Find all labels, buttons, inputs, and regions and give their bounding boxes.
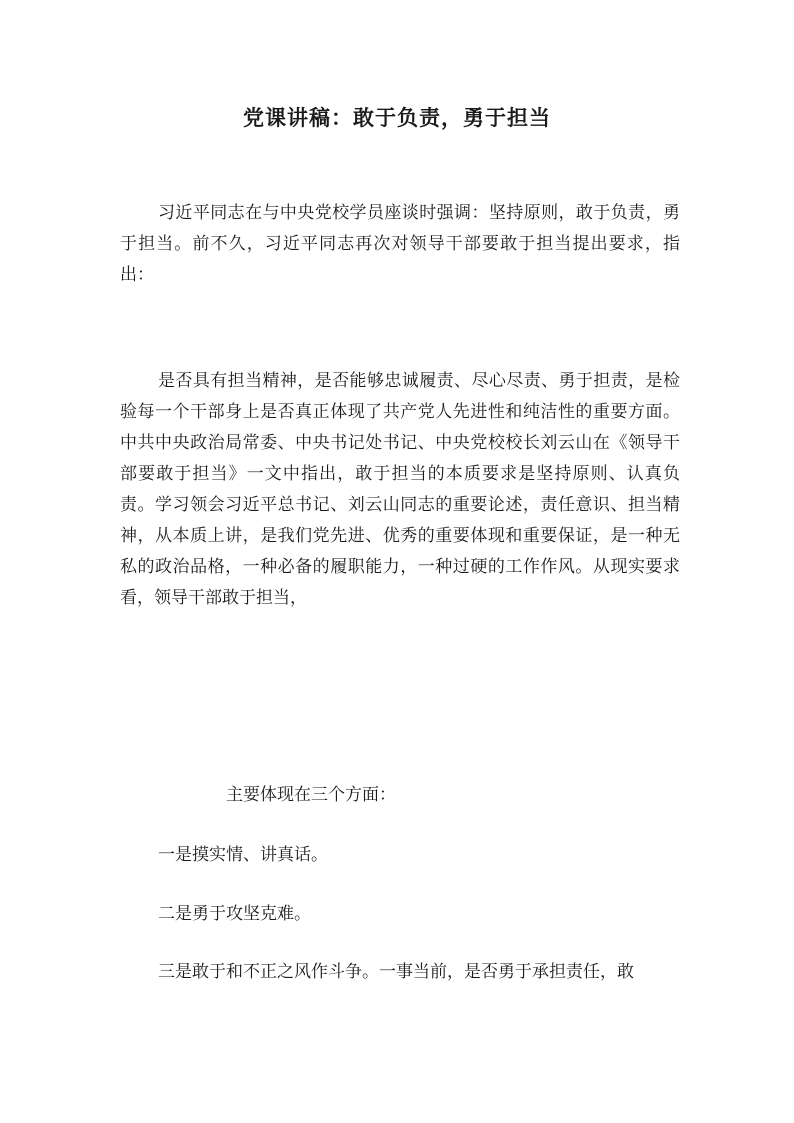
paragraph-main: 是否具有担当精神，是否能够忠诚履责、尽心尽责、勇于担责，是检验每一个干部身上是否真正体现了共产党人先进性和纯洁性的重要方面。中共中央政治局常委、中央书记处书记、中央党校校长刘云山在《领导干部要敢于担当》一文中指出，敢于担当的本质要求是坚持原则、认真负责。学习领会习近平总书记、刘云山同志的重要论述，责任意识、担当精神，从本质上讲，是我们党先进、优秀的重要体现和重要保证，是一种无私的政治品格，一种必备的履职能力，一种过硬的工作作风。从现实要求看，领导干部敢于担当，	[120, 371, 680, 608]
document-title: 党课讲稿：敢于负责，勇于担当	[243, 106, 551, 130]
list-item: 三是敢于和不正之风作斗争。一事当前，是否勇于承担责任，敢	[158, 962, 634, 982]
section-intro: 主要体现在三个方面：	[226, 785, 396, 805]
paragraph-intro: 习近平同志在与中央党校学员座谈时强调：坚持原则，敢于负责，勇于担当。前不久，习近平同志再次对领导干部要敢于担当提出要求，指出：	[120, 203, 680, 285]
list-item: 一是摸实情、讲真话。	[158, 845, 328, 865]
list-item: 二是勇于攻坚克难。	[158, 904, 311, 924]
